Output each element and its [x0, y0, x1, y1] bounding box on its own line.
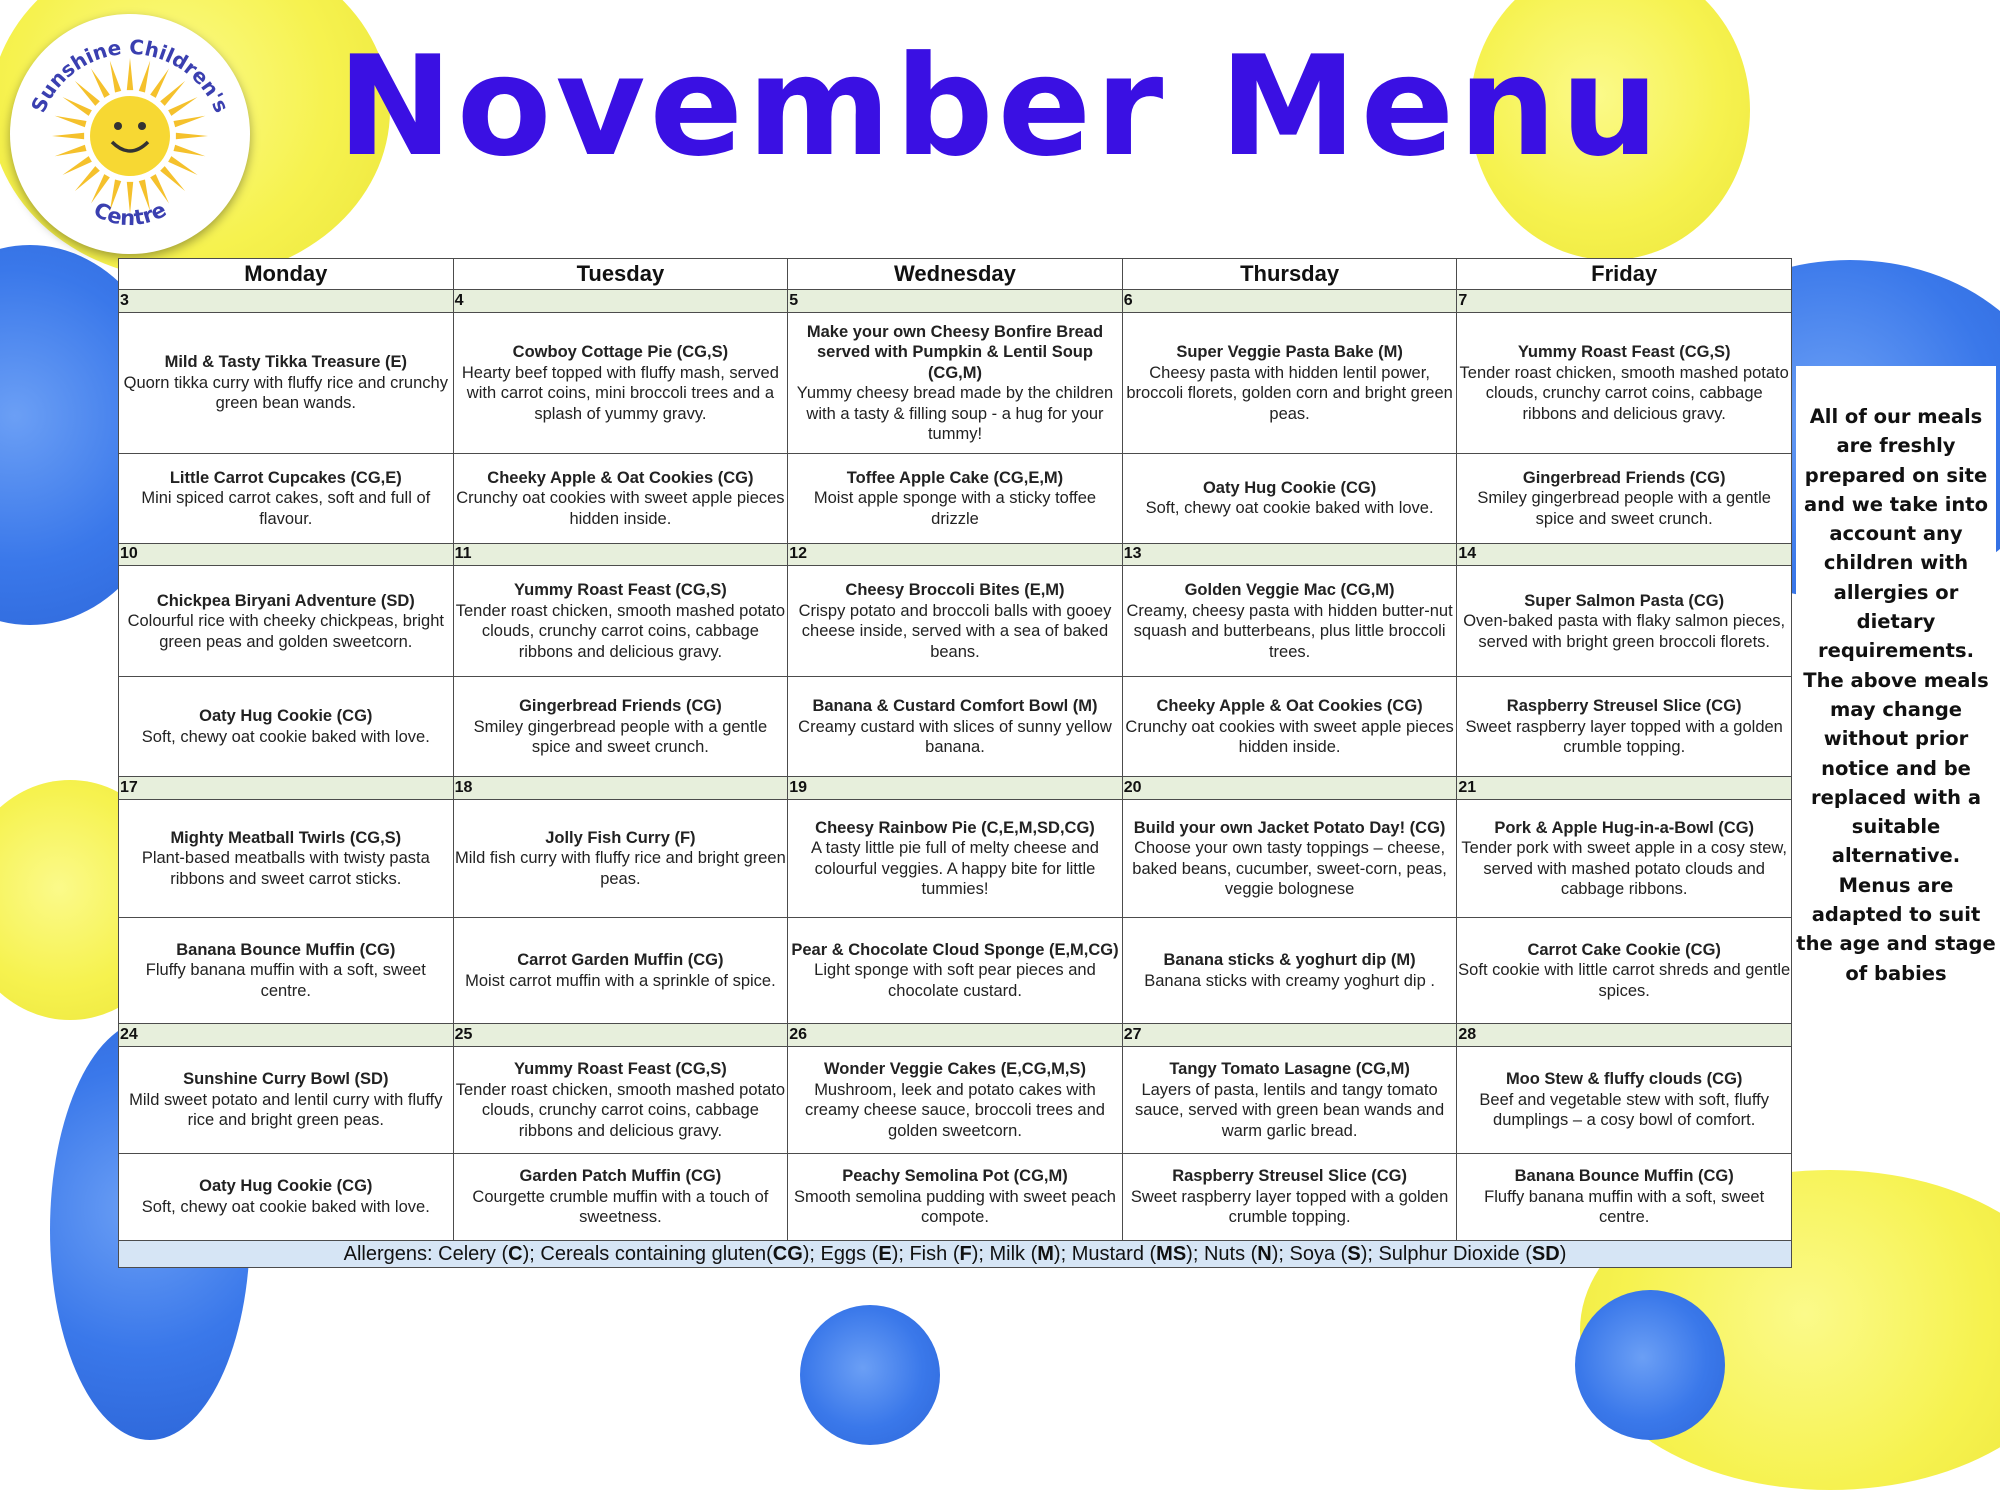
menu-table — [118, 258, 1792, 1268]
day-header-monday: Monday — [119, 259, 454, 290]
meal-description: Crunchy oat cookies with sweet apple pieces hidden inside. — [456, 489, 785, 528]
meal-description: Mild sweet potato and lentil curry with fluffy rice and bright green peas. — [129, 1090, 443, 1130]
meal-description: Creamy, cheesy pasta with hidden butter-nut squash and butterbeans, plus little broccoli trees. — [1126, 601, 1453, 661]
blue-circle-decoration — [800, 1305, 940, 1445]
meal-description: Hearty beef topped with fluffy mash, served with carrot coins, mini broccoli trees and a splash of yummy gravy. — [461, 363, 779, 423]
allergen-name: Mustard — [1071, 1242, 1144, 1265]
meal-name: Cheesy Broccoli Bites (E,M) — [845, 581, 1065, 600]
day-header-row — [119, 259, 1792, 290]
dessert-cell — [1457, 1153, 1792, 1240]
dessert-cell — [453, 917, 788, 1024]
date-cell: 27 — [1122, 1024, 1457, 1047]
meal-description: Soft, chewy oat cookie baked with love. — [1145, 499, 1434, 518]
allergen-name: Milk — [989, 1242, 1026, 1265]
meal-description: Courgette crumble muffin with a touch of sweetness. — [472, 1187, 769, 1227]
meal-description: Colourful rice with cheeky chickpeas, bright green peas and golden sweetcorn. — [127, 612, 444, 651]
meal-name: Raspberry Streusel Slice (CG) — [1506, 697, 1742, 716]
main-meal-cell — [1457, 1047, 1792, 1154]
meal-description: Mini spiced carrot cakes, soft and full of flavour. — [141, 489, 431, 528]
meal-description: Smooth semolina pudding with sweet peach compote. — [794, 1187, 1116, 1227]
meal-name: Cheeky Apple & Oat Cookies (CG) — [487, 468, 754, 487]
allergen-key: Allergens: Celery (C); Cereals containing gluten(CG); Eggs (E); Fish (F); Milk (M); Mustard (MS); Nuts (N); Soya (S); Sulphur Dioxide (SD) — [119, 1241, 1792, 1268]
dessert-cell — [1122, 917, 1457, 1024]
main-meal-cell — [453, 1047, 788, 1154]
dessert-cell — [1122, 454, 1457, 543]
meal-name: Toffee Apple Cake (CG,E,M) — [846, 468, 1064, 487]
main-meal-cell — [788, 312, 1123, 453]
allergen-code: F — [959, 1242, 972, 1265]
meal-name: Sunshine Curry Bowl (SD) — [183, 1070, 389, 1089]
meal-description: Tender pork with sweet apple in a cosy stew, served with mashed potato clouds and cabbage ribbons. — [1461, 839, 1787, 899]
meal-name: Carrot Garden Muffin (CG) — [517, 951, 724, 970]
main-meal-cell — [453, 566, 788, 677]
meal-name: Banana Bounce Muffin (CG) — [176, 940, 396, 959]
meal-description: Beef and vegetable stew with soft, fluffy dumplings – a cosy bowl of comfort. — [1479, 1090, 1769, 1130]
dessert-cell — [788, 1153, 1123, 1240]
meal-name: Oaty Hug Cookie (CG) — [199, 707, 373, 726]
main-meal-cell — [1122, 1047, 1457, 1154]
meal-description: Oven-baked pasta with flaky salmon pieces, served with bright green broccoli florets. — [1463, 612, 1786, 651]
day-header-friday: Friday — [1457, 259, 1792, 290]
meal-name: Raspberry Streusel Slice (CG) — [1172, 1167, 1407, 1186]
meal-description: Cheesy pasta with hidden lentil power, broccoli florets, golden corn and bright green peas. — [1126, 363, 1453, 423]
dessert-cell — [453, 1153, 788, 1240]
dessert-row — [119, 454, 1792, 543]
main-meal-cell — [453, 312, 788, 453]
meal-name: Cheesy Rainbow Pie (C,E,M,SD,CG) — [815, 818, 1095, 837]
logo-bottom-text: Centre — [89, 197, 171, 231]
allergen-code: CG — [772, 1242, 803, 1265]
date-cell: 14 — [1457, 543, 1792, 566]
meal-name: Banana Bounce Muffin (CG) — [1514, 1167, 1734, 1186]
dessert-row — [119, 677, 1792, 777]
dessert-cell — [1457, 677, 1792, 777]
dessert-cell — [119, 1153, 454, 1240]
allergen-name: Nuts — [1203, 1242, 1246, 1265]
date-cell: 25 — [453, 1024, 788, 1047]
date-cell: 20 — [1122, 777, 1457, 800]
main-meal-cell — [119, 800, 454, 918]
meal-description: Mushroom, leek and potato cakes with creamy cheese sauce, broccoli trees and golden sweetcorn. — [805, 1080, 1105, 1140]
meal-description: Sweet raspberry layer topped with a golden crumble topping. — [1130, 1187, 1449, 1227]
day-header-tuesday: Tuesday — [453, 259, 788, 290]
date-cell: 5 — [788, 290, 1123, 313]
date-cell: 7 — [1457, 290, 1792, 313]
main-meal-row — [119, 800, 1792, 918]
meal-name: Jolly Fish Curry (F) — [545, 828, 696, 847]
meal-name: Garden Patch Muffin (CG) — [519, 1167, 722, 1186]
meal-description: Creamy custard with slices of sunny yellow banana. — [798, 717, 1112, 757]
allergen-name: Soya — [1289, 1242, 1336, 1265]
allergen-name: Sulphur Dioxide — [1378, 1242, 1520, 1265]
meal-name: Yummy Roast Feast (CG,S) — [514, 581, 727, 600]
meal-name: Gingerbread Friends (CG) — [519, 697, 722, 716]
meal-name: Gingerbread Friends (CG) — [1522, 468, 1726, 487]
main-meal-cell — [1122, 566, 1457, 677]
meal-description: Quorn tikka curry with fluffy rice and crunchy green bean wands. — [123, 373, 448, 413]
main-meal-cell — [119, 312, 454, 453]
date-cell: 28 — [1457, 1024, 1792, 1047]
meal-name: Cheeky Apple & Oat Cookies (CG) — [1156, 697, 1423, 716]
allergen-prefix: Allergens: — [343, 1242, 433, 1265]
date-cell: 6 — [1122, 290, 1457, 313]
date-cell: 26 — [788, 1024, 1123, 1047]
main-meal-cell — [788, 566, 1123, 677]
meal-name: Super Salmon Pasta (CG) — [1524, 591, 1725, 610]
meal-name: Pork & Apple Hug-in-a-Bowl (CG) — [1494, 818, 1755, 837]
main-meal-row — [119, 1047, 1792, 1154]
meal-name: Build your own Jacket Potato Day! (CG) — [1133, 818, 1446, 837]
meal-name: Chickpea Biryani Adventure (SD) — [156, 591, 415, 610]
main-meal-cell — [119, 566, 454, 677]
date-row — [119, 543, 1792, 566]
main-meal-cell — [788, 1047, 1123, 1154]
day-header-thursday: Thursday — [1122, 259, 1457, 290]
allergen-code: M — [1037, 1242, 1054, 1265]
meal-description: Fluffy banana muffin with a soft, sweet centre. — [1484, 1187, 1765, 1227]
meal-description: Smiley gingerbread people with a gentle spice and sweet crunch. — [473, 717, 768, 757]
date-cell: 13 — [1122, 543, 1457, 566]
dessert-cell — [788, 917, 1123, 1024]
blue-circle-decoration — [1575, 1290, 1725, 1440]
main-meal-cell — [1457, 800, 1792, 918]
date-row — [119, 290, 1792, 313]
allergen-name: Fish — [909, 1242, 948, 1265]
meal-description: Yummy cheesy bread made by the children with a tasty & filling soup - a hug for your tummy! — [796, 384, 1114, 444]
meal-name: Pear & Chocolate Cloud Sponge (E,M,CG) — [791, 940, 1119, 959]
main-meal-cell — [788, 800, 1123, 918]
dessert-cell — [119, 454, 454, 543]
meal-name: Mild & Tasty Tikka Treasure (E) — [164, 353, 407, 372]
meal-description: Soft, chewy oat cookie baked with love. — [141, 1197, 430, 1216]
allergen-code: SD — [1531, 1242, 1560, 1265]
date-cell: 19 — [788, 777, 1123, 800]
meal-name: Super Veggie Pasta Bake (M) — [1176, 343, 1403, 362]
meal-name: Oaty Hug Cookie (CG) — [199, 1177, 373, 1196]
dessert-cell — [1457, 917, 1792, 1024]
meal-description: Soft cookie with little carrot shreds and gentle spices. — [1458, 961, 1791, 1000]
allergen-code: MS — [1156, 1242, 1187, 1265]
date-cell: 11 — [453, 543, 788, 566]
dessert-cell — [119, 677, 454, 777]
meal-description: Tender roast chicken, smooth mashed potato clouds, crunchy carrot coins, cabbage ribbons and delicious gravy. — [455, 601, 786, 661]
meal-name: Golden Veggie Mac (CG,M) — [1184, 581, 1395, 600]
meal-description: Moist apple sponge with a sticky toffee drizzle — [813, 489, 1097, 528]
date-row — [119, 1024, 1792, 1047]
main-meal-cell — [1122, 800, 1457, 918]
meal-name: Yummy Roast Feast (CG,S) — [1517, 343, 1731, 362]
main-meal-row — [119, 312, 1792, 453]
dessert-cell — [1122, 677, 1457, 777]
meal-description: A tasty little pie full of melty cheese and colourful veggies. A happy bite for little tummies! — [810, 839, 1099, 899]
meal-description: Plant-based meatballs with twisty pasta ribbons and sweet carrot sticks. — [141, 849, 430, 888]
allergen-code: N — [1257, 1242, 1272, 1265]
meal-description: Light sponge with soft pear pieces and chocolate custard. — [814, 961, 1096, 1000]
meal-description: Sweet raspberry layer topped with a golden crumble topping. — [1465, 717, 1783, 757]
date-cell: 4 — [453, 290, 788, 313]
meal-name: Oaty Hug Cookie (CG) — [1202, 478, 1377, 497]
page-title: November Menu — [337, 26, 1663, 187]
allergen-code: S — [1347, 1242, 1361, 1265]
dessert-cell — [453, 454, 788, 543]
logo-top-text: Sunshine Children's — [26, 34, 234, 117]
meal-name: Yummy Roast Feast (CG,S) — [514, 1060, 727, 1079]
meal-description: Crunchy oat cookies with sweet apple pieces hidden inside. — [1125, 717, 1454, 757]
meal-description: Fluffy banana muffin with a soft, sweet centre. — [145, 961, 426, 1000]
allergen-code: C — [508, 1242, 523, 1265]
meal-description: Smiley gingerbread people with a gentle spice and sweet crunch. — [1477, 489, 1771, 528]
day-header-wednesday: Wednesday — [788, 259, 1123, 290]
dessert-cell — [1457, 454, 1792, 543]
date-row — [119, 777, 1792, 800]
allergen-key-row — [119, 1241, 1792, 1268]
dessert-cell — [788, 454, 1123, 543]
dessert-cell — [453, 677, 788, 777]
dessert-cell — [788, 677, 1123, 777]
date-cell: 24 — [119, 1024, 454, 1047]
allergen-name: Celery — [438, 1242, 496, 1265]
main-meal-cell — [1457, 566, 1792, 677]
meal-name: Moo Stew & fluffy clouds (CG) — [1505, 1070, 1743, 1089]
date-cell: 18 — [453, 777, 788, 800]
meal-name: Make your own Cheesy Bonfire Bread served with Pumpkin & Lentil Soup (CG,M) — [806, 322, 1104, 382]
meal-name: Carrot Cake Cookie (CG) — [1527, 940, 1721, 959]
dessert-row — [119, 917, 1792, 1024]
meal-name: Mighty Meatball Twirls (CG,S) — [170, 828, 402, 847]
meal-description: Crispy potato and broccoli balls with gooey cheese inside, served with a sea of baked beans. — [798, 601, 1112, 661]
meal-name: Banana & Custard Comfort Bowl (M) — [812, 697, 1098, 716]
dietary-note: All of our meals are freshly prepared on site and we take into account any children with allergies or dietary requirements. The above meals may change without prior notice and be replaced with a suitable alternative. Menus are adapted to suit the age and stage of babies — [1796, 366, 1996, 1026]
meal-description: Tender roast chicken, smooth mashed potato clouds, crunchy carrot coins, cabbage ribbons and delicious gravy. — [455, 1080, 786, 1140]
main-meal-cell — [1457, 312, 1792, 453]
main-meal-cell — [1122, 312, 1457, 453]
meal-name: Cowboy Cottage Pie (CG,S) — [512, 343, 729, 362]
meal-description: Choose your own tasty toppings – cheese, baked beans, cucumber, sweet-corn, peas, veggie bolognese — [1132, 839, 1447, 899]
meal-description: Mild fish curry with fluffy rice and bright green peas. — [455, 849, 786, 888]
main-meal-cell — [119, 1047, 454, 1154]
meal-description: Banana sticks with creamy yoghurt dip . — [1144, 971, 1435, 990]
main-meal-row — [119, 566, 1792, 677]
dessert-row — [119, 1153, 1792, 1240]
date-cell: 17 — [119, 777, 454, 800]
meal-name: Little Carrot Cupcakes (CG,E) — [169, 468, 402, 487]
date-cell: 10 — [119, 543, 454, 566]
allergen-name: Eggs — [820, 1242, 867, 1265]
main-meal-cell — [453, 800, 788, 918]
meal-description: Moist carrot muffin with a sprinkle of spice. — [465, 971, 776, 990]
meal-name: Wonder Veggie Cakes (E,CG,M,S) — [824, 1060, 1086, 1079]
allergen-name: Cereals containing gluten — [540, 1242, 767, 1265]
dessert-cell — [1122, 1153, 1457, 1240]
meal-name: Banana sticks & yoghurt dip (M) — [1163, 951, 1416, 970]
date-cell: 12 — [788, 543, 1123, 566]
dessert-cell — [119, 917, 454, 1024]
meal-description: Soft, chewy oat cookie baked with love. — [141, 727, 430, 746]
meal-name: Peachy Semolina Pot (CG,M) — [842, 1167, 1068, 1186]
meal-description: Layers of pasta, lentils and tangy tomato sauce, served with green bean wands and warm garlic bread. — [1135, 1080, 1445, 1140]
date-cell: 21 — [1457, 777, 1792, 800]
meal-name: Tangy Tomato Lasagne (CG,M) — [1169, 1060, 1410, 1079]
meal-description: Tender roast chicken, smooth mashed potato clouds, crunchy carrot coins, cabbage ribbons and delicious gravy. — [1459, 363, 1789, 423]
date-cell: 3 — [119, 290, 454, 313]
allergen-code: E — [878, 1242, 892, 1265]
